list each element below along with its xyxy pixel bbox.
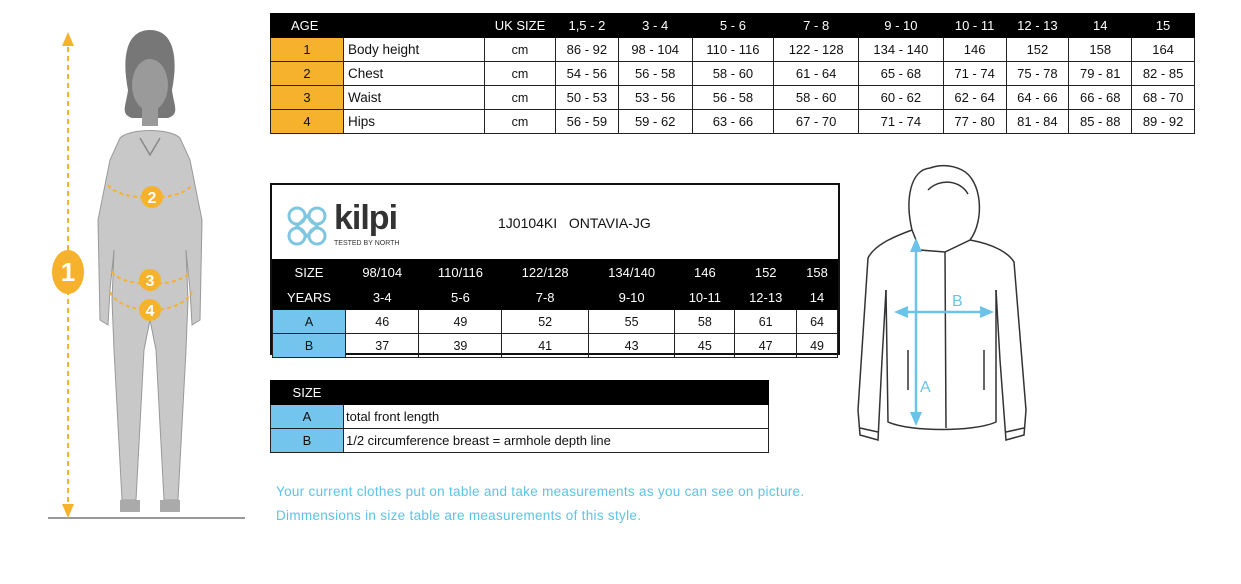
years-cell: 5-6 — [419, 285, 502, 310]
table-cell: 77 - 80 — [943, 110, 1006, 134]
table-cell: 79 - 81 — [1069, 62, 1132, 86]
table-cell: 52 — [502, 310, 588, 334]
product-code: 1J0104KI — [498, 215, 558, 231]
table-row — [271, 429, 769, 453]
instruction-note: Dimmensions in size table are measurements of this style. — [276, 508, 642, 523]
table-cell: 55 — [588, 310, 674, 334]
table-cell: 64 — [797, 310, 838, 334]
jacket-label-b: B — [952, 293, 963, 310]
age-col-header: 10 - 11 — [943, 14, 1006, 38]
kilpi-knot-logo-icon — [282, 201, 332, 251]
table-cell: 47 — [735, 334, 797, 358]
row-key: B — [271, 429, 344, 453]
table-cell: 41 — [502, 334, 588, 358]
table-cell: 58 - 60 — [692, 62, 774, 86]
years-label: YEARS — [273, 285, 346, 310]
table-cell: 82 - 85 — [1132, 62, 1195, 86]
table-cell: 68 - 70 — [1132, 86, 1195, 110]
age-col-header: 7 - 8 — [774, 14, 859, 38]
brand-tagline: TESTED BY NORTH — [334, 240, 400, 247]
table-cell: 134 - 140 — [859, 38, 944, 62]
size-cell: 158 — [797, 260, 838, 285]
table-row — [273, 334, 838, 358]
row-number: 2 — [271, 62, 344, 86]
table-cell: 67 - 70 — [774, 110, 859, 134]
product-size-table — [270, 183, 840, 355]
age-col-header: 3 - 4 — [618, 14, 692, 38]
table-row — [271, 62, 1195, 86]
size-row — [273, 260, 838, 285]
table-row — [273, 310, 838, 334]
size-cell: 134/140 — [588, 260, 674, 285]
size-cell: 152 — [735, 260, 797, 285]
product-name: ONTAVIA-JG — [568, 215, 651, 231]
table-cell: 58 — [675, 310, 735, 334]
row-label: Chest — [344, 62, 485, 86]
hips-marker-label: 4 — [145, 303, 155, 320]
age-header: AGE — [271, 14, 485, 38]
table-cell: 98 - 104 — [618, 38, 692, 62]
instruction-note: Your current clothes put on table and take measurements as you can see on picture. — [276, 484, 805, 499]
table-cell: 75 - 78 — [1006, 62, 1069, 86]
table-cell: 110 - 116 — [692, 38, 774, 62]
brand-header — [272, 185, 838, 259]
row-number: 1 — [271, 38, 344, 62]
product-code-line — [498, 215, 651, 231]
row-unit: cm — [485, 62, 556, 86]
row-number: 4 — [271, 110, 344, 134]
table-cell: 63 - 66 — [692, 110, 774, 134]
years-cell: 12-13 — [735, 285, 797, 310]
table-cell: 49 — [797, 334, 838, 358]
table-cell: 65 - 68 — [859, 62, 944, 86]
years-cell: 14 — [797, 285, 838, 310]
legend-header: SIZE — [271, 381, 344, 405]
years-cell: 9-10 — [588, 285, 674, 310]
size-cell: 122/128 — [502, 260, 588, 285]
body-figure — [40, 20, 250, 525]
table-cell: 61 — [735, 310, 797, 334]
row-unit: cm — [485, 38, 556, 62]
legend-header-spacer — [344, 381, 769, 405]
row-key: A — [273, 310, 346, 334]
age-col-header: 1,5 - 2 — [556, 14, 619, 38]
measurement-legend-table — [270, 380, 769, 453]
size-cell: 146 — [675, 260, 735, 285]
table-cell: 54 - 56 — [556, 62, 619, 86]
size-cell: 110/116 — [419, 260, 502, 285]
table-cell: 89 - 92 — [1132, 110, 1195, 134]
row-description: 1/2 circumference breast = armhole depth line — [344, 429, 769, 453]
height-marker-label: 1 — [60, 257, 76, 287]
row-description: total front length — [344, 405, 769, 429]
table-cell: 58 - 60 — [774, 86, 859, 110]
table-cell: 64 - 66 — [1006, 86, 1069, 110]
age-col-header: 15 — [1132, 14, 1195, 38]
brand-logo-text: kilpi — [334, 199, 398, 237]
table-cell: 152 — [1006, 38, 1069, 62]
age-table-header — [271, 14, 1195, 38]
table-cell: 61 - 64 — [774, 62, 859, 86]
row-label: Body height — [344, 38, 485, 62]
jacket-diagram — [850, 160, 1035, 455]
age-col-header: 12 - 13 — [1006, 14, 1069, 38]
table-cell: 85 - 88 — [1069, 110, 1132, 134]
row-key: B — [273, 334, 346, 358]
table-cell: 66 - 68 — [1069, 86, 1132, 110]
years-cell: 7-8 — [502, 285, 588, 310]
chest-marker-label: 2 — [147, 190, 157, 207]
table-cell: 71 - 74 — [859, 110, 944, 134]
size-cell: 98/104 — [346, 260, 419, 285]
years-cell: 3-4 — [346, 285, 419, 310]
table-cell: 56 - 58 — [618, 62, 692, 86]
table-cell: 59 - 62 — [618, 110, 692, 134]
table-row — [271, 38, 1195, 62]
table-cell: 164 — [1132, 38, 1195, 62]
table-cell: 56 - 58 — [692, 86, 774, 110]
years-cell: 10-11 — [675, 285, 735, 310]
table-cell: 146 — [943, 38, 1006, 62]
table-cell: 49 — [419, 310, 502, 334]
table-cell: 86 - 92 — [556, 38, 619, 62]
table-cell: 62 - 64 — [943, 86, 1006, 110]
table-cell: 60 - 62 — [859, 86, 944, 110]
jacket-label-a: A — [920, 379, 931, 396]
product-size-grid — [272, 259, 838, 358]
row-key: A — [271, 405, 344, 429]
table-row — [271, 405, 769, 429]
table-cell: 39 — [419, 334, 502, 358]
row-unit: cm — [485, 86, 556, 110]
waist-marker-label: 3 — [145, 273, 155, 290]
legend-header-row — [271, 381, 769, 405]
years-row — [273, 285, 838, 310]
table-row — [271, 86, 1195, 110]
size-label: SIZE — [273, 260, 346, 285]
table-cell: 46 — [346, 310, 419, 334]
table-cell: 45 — [675, 334, 735, 358]
table-cell: 50 - 53 — [556, 86, 619, 110]
table-cell: 37 — [346, 334, 419, 358]
age-col-header: 5 - 6 — [692, 14, 774, 38]
row-unit: cm — [485, 110, 556, 134]
uk-size-header: UK SIZE — [485, 14, 556, 38]
row-label: Waist — [344, 86, 485, 110]
table-cell: 71 - 74 — [943, 62, 1006, 86]
table-cell: 81 - 84 — [1006, 110, 1069, 134]
table-cell: 56 - 59 — [556, 110, 619, 134]
table-cell: 122 - 128 — [774, 38, 859, 62]
table-cell: 43 — [588, 334, 674, 358]
table-cell: 53 - 56 — [618, 86, 692, 110]
table-cell: 158 — [1069, 38, 1132, 62]
table-row — [271, 110, 1195, 134]
row-number: 3 — [271, 86, 344, 110]
row-label: Hips — [344, 110, 485, 134]
age-col-header: 9 - 10 — [859, 14, 944, 38]
age-col-header: 14 — [1069, 14, 1132, 38]
age-size-table — [270, 13, 1195, 134]
